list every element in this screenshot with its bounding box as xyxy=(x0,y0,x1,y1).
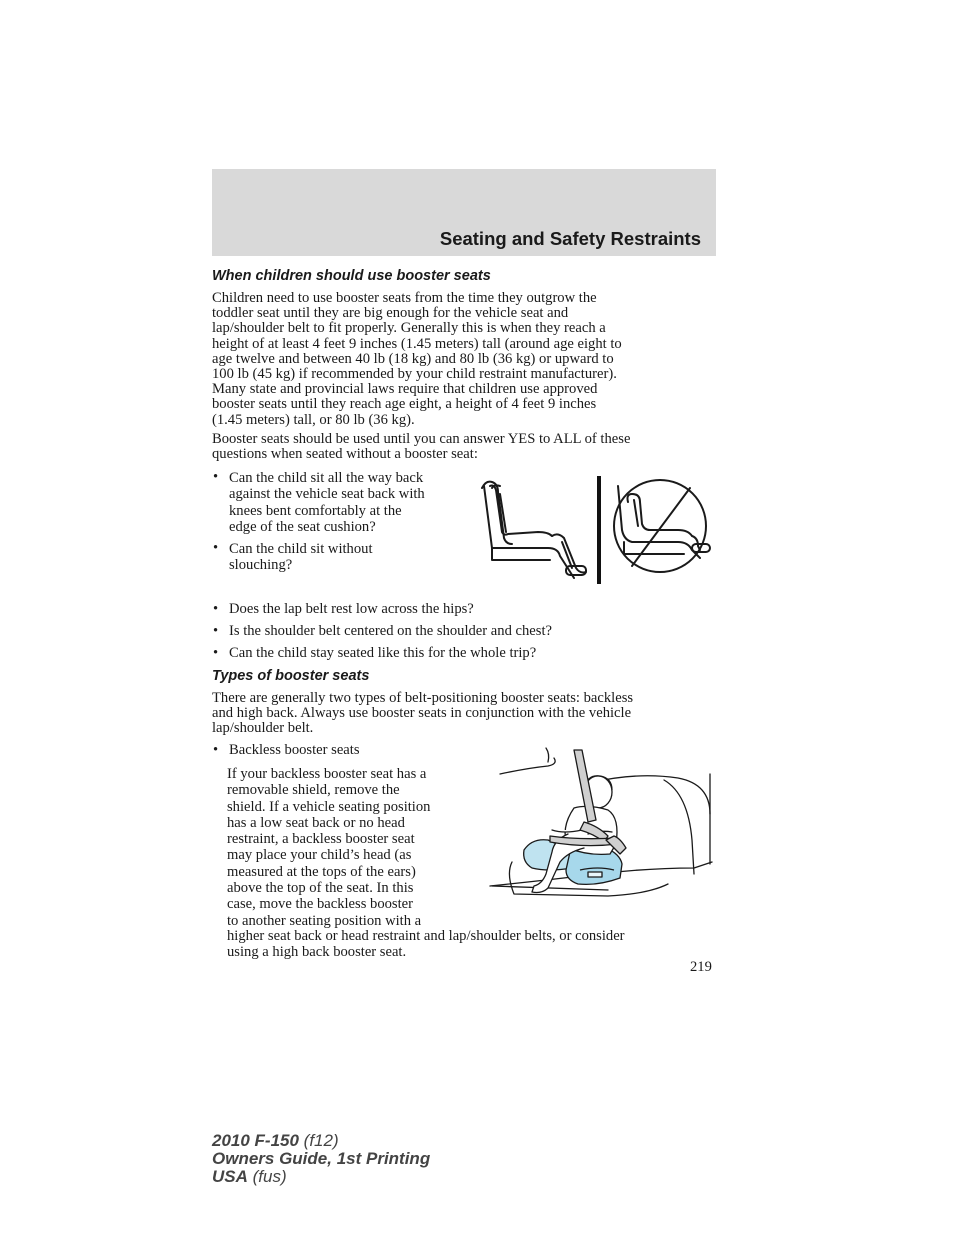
seat-belt xyxy=(550,750,626,854)
paragraph-types xyxy=(212,691,718,737)
bullet-text: Backless booster seats xyxy=(229,742,360,758)
text-line: case, move the backless booster xyxy=(227,896,414,913)
footer-line-2: Owners Guide, 1st Printing xyxy=(212,1149,431,1168)
bullet-dot: • xyxy=(213,601,219,617)
bullet-dot: • xyxy=(213,742,219,758)
text-line: above the top of the seat. In this xyxy=(227,880,414,897)
text-line: Booster seats should be used until you can answer YES to ALL of these xyxy=(212,431,631,447)
footer-line-3 xyxy=(212,1168,430,1186)
incorrect-posture-figure xyxy=(614,480,710,572)
text-line: Many state and provincial laws require that children use approved xyxy=(212,381,598,398)
text-line: lap/shoulder belt. xyxy=(212,720,314,737)
text-line: restraint, a backless booster seat xyxy=(227,831,415,848)
text-line: and high back. Always use booster seats in conjunction with the vehicle xyxy=(212,705,632,722)
footer-region-code: (fus) xyxy=(247,1167,287,1186)
text-line: removable shield, remove the xyxy=(227,782,400,799)
page-number: 219 xyxy=(690,959,712,975)
bullet-text: Is the shoulder belt centered on the shoulder and chest? xyxy=(229,623,552,639)
document-footer xyxy=(212,1132,430,1186)
text-line: may place your child’s head (as xyxy=(227,847,412,864)
text-line: age twelve and between 40 lb (18 kg) and 80 lb (36 kg) or upward to xyxy=(212,350,614,367)
text-line: Children need to use booster seats from the time they outgrow the xyxy=(212,290,597,306)
text-line: higher seat back or head restraint and lap/shoulder belts, or consider xyxy=(227,927,625,944)
seat-back-edge xyxy=(664,780,694,874)
heading-when-booster: When children should use booster seats xyxy=(212,268,491,284)
bullet-text: Can the child stay seated like this for the whole trip? xyxy=(229,645,537,661)
text-line: has a low seat back or no head xyxy=(227,814,405,831)
footer-line-1 xyxy=(212,1132,430,1150)
text-line: using a high back booster seat. xyxy=(227,944,407,961)
bullet-dot: • xyxy=(213,623,219,639)
footer-region: USA xyxy=(212,1167,248,1186)
text-line: measured at the tops of the ears) xyxy=(227,863,416,880)
text-line: to another seating position with a xyxy=(227,912,422,929)
text-line: Can the child sit all the way back xyxy=(229,470,424,486)
text-line: If your backless booster seat has a xyxy=(227,766,427,782)
text-line: 100 lb (45 kg) if recommended by your child restraint manufacturer). xyxy=(212,366,617,383)
text-line: height of at least 4 feet 9 inches (1.45 meters) tall (around age eight to xyxy=(212,335,622,352)
text-line: toddler seat until they are big enough for the vehicle seat and xyxy=(212,305,569,322)
text-line: against the vehicle seat back with xyxy=(229,486,425,503)
text-line: edge of the seat cushion? xyxy=(229,518,376,535)
section-title: Seating and Safety Restraints xyxy=(439,228,701,249)
heading-types-of-booster: Types of booster seats xyxy=(212,668,370,684)
text-line: (1.45 meters) tall, or 80 lb (36 kg). xyxy=(212,411,415,428)
seat-posture-illustration xyxy=(478,472,714,590)
footer-model: 2010 F-150 xyxy=(212,1131,299,1150)
backless-booster-illustration xyxy=(488,744,714,904)
correct-posture-figure xyxy=(482,482,586,578)
footer-model-code: (f12) xyxy=(298,1131,339,1150)
bullet-dot: • xyxy=(213,645,219,661)
paragraph-yes-to-all xyxy=(212,432,718,462)
text-line: questions when seated without a booster seat: xyxy=(212,446,478,463)
text-line: There are generally two types of belt-positioning booster seats: backless xyxy=(212,690,634,706)
bullet-dot: • xyxy=(213,540,219,556)
paragraph-booster-intro xyxy=(212,291,718,428)
text-line: Can the child sit without xyxy=(229,541,373,557)
text-line: shield. If a vehicle seating position xyxy=(227,798,431,815)
text-line: lap/shoulder belt to fit properly. Generally this is when they reach a xyxy=(212,320,606,337)
bullet-text: Does the lap belt rest low across the hips? xyxy=(229,601,474,617)
section-header-band xyxy=(212,169,716,256)
bullet-dot: • xyxy=(213,469,219,485)
window-line xyxy=(500,758,555,774)
text-line: knees bent comfortably at the xyxy=(229,502,402,519)
text-line: slouching? xyxy=(229,557,293,574)
text-line: booster seats until they reach age eight, a height of 4 feet 9 inches xyxy=(212,396,597,413)
